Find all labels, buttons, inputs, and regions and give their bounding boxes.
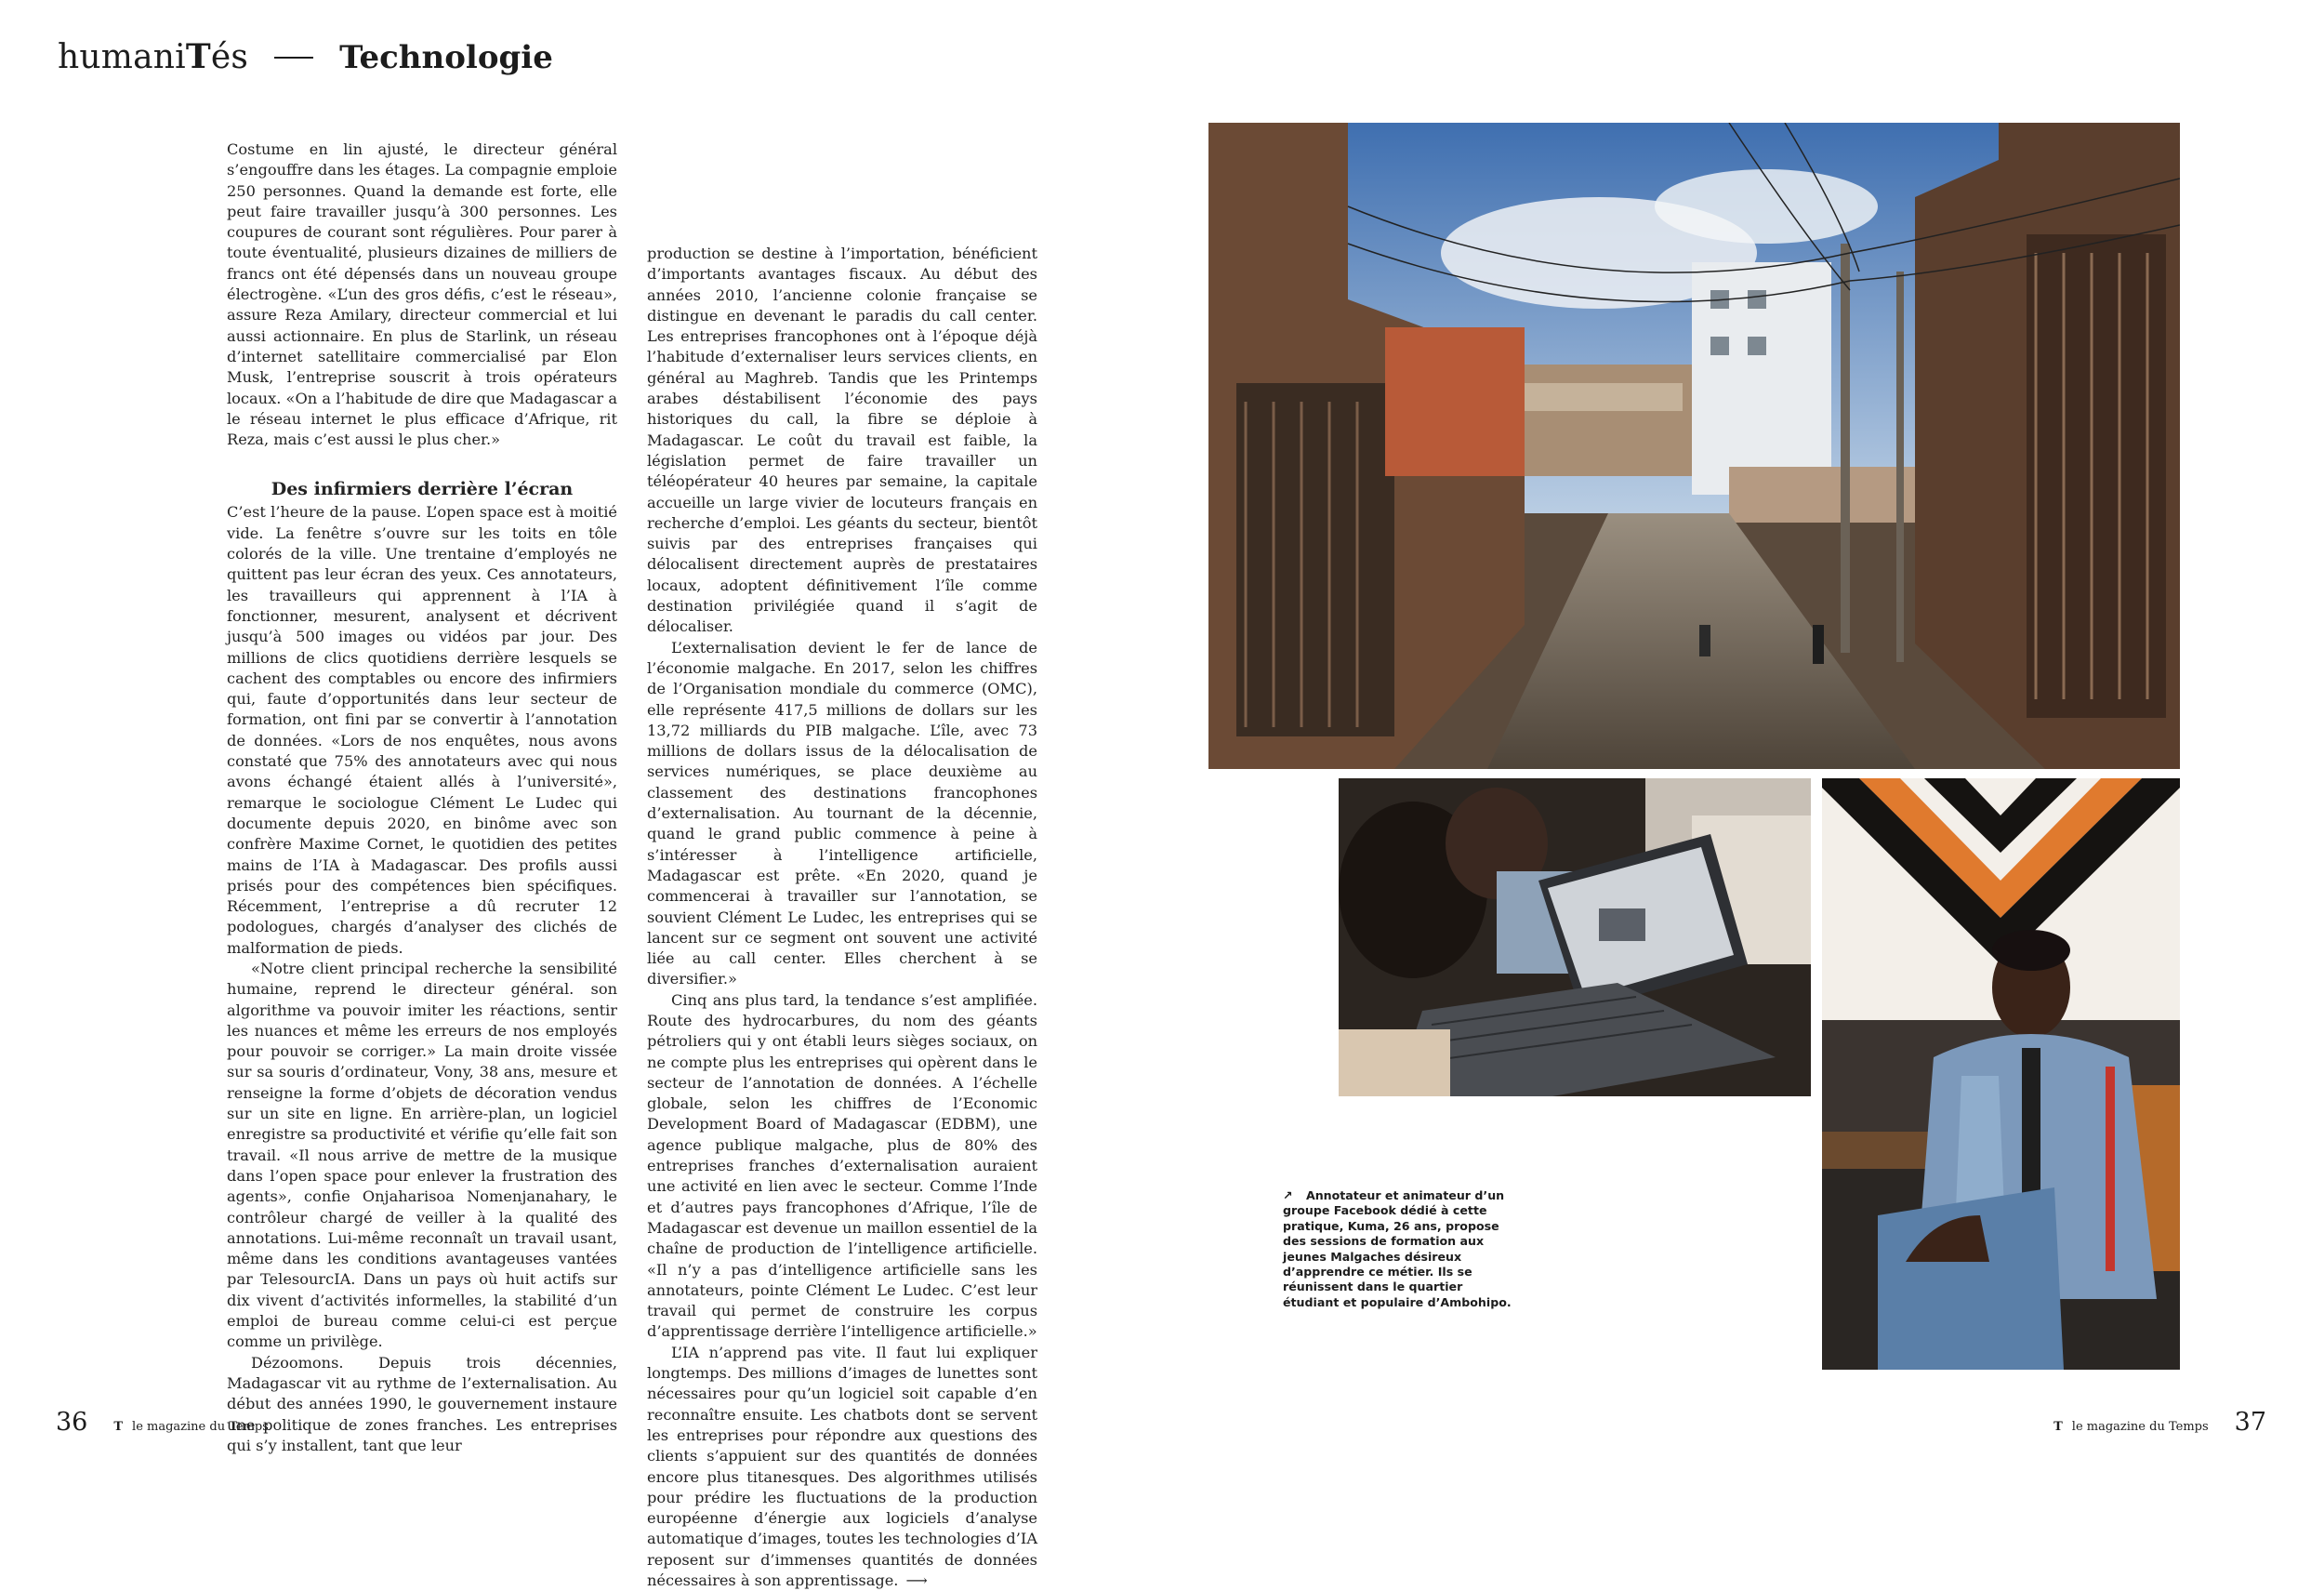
street-photo (1208, 123, 2180, 769)
magazine-name-right: le magazine du Temps (2071, 1420, 2209, 1434)
magazine-logo-right: T (2053, 1420, 2063, 1434)
page-number-right: 37 (2234, 1408, 2266, 1437)
laptop-photo (1339, 778, 1811, 1096)
running-header (58, 37, 553, 84)
magazine-name-left: le magazine du Temps (132, 1420, 269, 1434)
footer-right (2044, 1408, 2266, 1437)
photo-caption (1283, 1188, 1515, 1310)
caption-arrow-icon: ↗ (1283, 1188, 1293, 1202)
continue-arrow-icon: ⟶ (905, 1571, 928, 1589)
article-column-1 (227, 139, 617, 1456)
caption-text: Annotateur et animateur d’un groupe Facebook dédié à cette pratique, Kuma, 26 ans, propose des sessions de formation aux jeunes Malgaches désireux d’apprendre ce métier. Ils se réunissent dans le quartier étudiant et populaire d’Ambohipo. (1283, 1188, 1512, 1309)
article-column-2 (647, 244, 1037, 1591)
paragraph: C’est l’heure de la pause. L’open space est à moitié vide. La fenêtre s’ouvre sur les toits en tôle colorés de la ville. Une trentaine d’employés ne quittent pas leur écran des yeux. Ces annotateurs, les travailleurs qui apprennent à l’IA à fonctionner, mesurent, analysent et décrivent jusqu’à 500 images ou vidéos par jour. Des millions de clics quotidiens derrière lesquels se cachent des comptables ou encore des infirmiers qui, faute d’opportunités dans leur secteur de formation, ont fini par se convertir à l’annotation de données. «Lors de nos enquêtes, nous avons constaté que 75% des annotateurs avec qui nous avons échangé étaient allés à l’université», remarque le sociologue Clément Le Ludec qui documente depuis 2020, en binôme avec son confrère Maxime Cornet, le quotidien des petites mains de l’IA à Madagascar. Des profils aussi prisés pour des compétences bien spécifiques. Récemment, l’entreprise a dû recruter 12 podologues, chargés d’analyser des clichés de malformation de pieds. (227, 503, 617, 957)
brand-name: humaniTés (58, 37, 249, 76)
header-dash (274, 57, 313, 59)
subheading: Des infirmiers derrière l’écran (271, 479, 574, 500)
paragraph: «Notre client principal recherche la sensibilité humaine, reprend le directeur général. son algorithme va pouvoir imiter les réactions, sentir les nuances et même les erreurs de nos employés pour pouvoir se corriger.» La main droite vissée sur sa souris d’ordinateur, Vony, 38 ans, mesure et renseigne la forme d’objets de décoration vendus sur un site en ligne. En arrière-plan, un logiciel enregistre sa productivité et vérifie qu’elle fait son travail. «Il nous arrive de mettre de la musique dans l’open space pour enlever la frustration des agents», confie Onjaharisoa Nomenjanahary, le contrôleur chargé de veiller à la qualité des annotations. Lui-même reconnaît un travail usant, même dans les conditions avantageuses vantées par TelesourcIA. Dans un pays où huit actifs sur dix vivent d’activités informelles, la stabilité d’un emploi de bureau comme celui-ci est perçue comme un privilège. (227, 959, 617, 1351)
portrait-photo (1822, 778, 2180, 1370)
paragraph: L’IA n’apprend pas vite. Il faut lui expliquer longtemps. Des millions d’images de lunettes sont nécessaires pour qu’un logiciel soit capable d’en reconnaître ensuite. Les chatbots dont se servent les entreprises pour répondre aux questions des clients s’appuient sur des quantités de données encore plus titanesques. Des algorithmes utilisés pour prédire les fluctuations de la production européenne d’énergie aux logiciels d’analyse automatique d’images, toutes les technologies d’IA reposent sur d’immenses quantités de données nécessaires à son apprentissage. ⟶ (647, 1343, 1038, 1589)
page-number-left: 36 (56, 1408, 88, 1437)
footer-left (56, 1408, 269, 1437)
section-title: Technologie (339, 39, 553, 76)
paragraph: Dézoomons. Depuis trois décennies, Madagascar vit au rythme de l’externalisation. Au début des années 1990, le gouvernement instaure une politique de zones franches. Les entreprises qui s’y installent, tant que leur (227, 1353, 617, 1454)
paragraph: production se destine à l’importation, bénéficient d’importants avantages fiscaux. Au début des années 2010, l’ancienne colonie française se distingue en devenant le paradis du call center. Les entreprises francophones ont à l’époque déjà l’habitude d’externaliser leurs services clients, en général au Maghreb. Tandis que les Printemps arabes déstabilisent l’économie des pays historiques du call, la fibre se déploie à Madagascar. Le coût du travail est faible, la législation permet de faire travailler un téléopérateur 40 heures par semaine, la capitale accueille un large vivier de locuteurs français en recherche d’emploi. Les géants du secteur, bientôt suivis par des entreprises françaises qui délocalisent directement auprès de prestataires locaux, adoptent définitivement l’île comme destination privilégiée quand il s’agit de délocaliser. (647, 245, 1037, 636)
paragraph: Cinq ans plus tard, la tendance s’est amplifiée. Route des hydrocarbures, du nom des géants pétroliers qui y ont établi leurs sièges sociaux, on ne compte plus les entreprises qui opèrent dans le secteur de l’annotation de données. A l’échelle globale, selon les chiffres de l’Economic Development Board of Madagascar (EDBM), une agence publique malgache, plus de 80% des entreprises franches d’externalisation auraient une activité en lien avec le secteur. Comme l’Inde et d’autres pays francophones d’Afrique, l’île de Madagascar est devenue un maillon essentiel de la chaîne de production de l’intelligence artificielle. «Il n’y a pas d’intelligence artificielle sans les annotateurs, pointe Clément Le Ludec. C’est leur travail qui permet de construire les corpus d’apprentissage derrière l’intelligence artificielle.» (647, 990, 1037, 1341)
magazine-logo-left: T (113, 1420, 124, 1434)
paragraph: Costume en lin ajusté, le directeur général s’engouffre dans les étages. La compagnie emploie 250 personnes. Quand la demande est forte, elle peut faire travailler jusqu’à 300 personnes. Les coupures de courant sont régulières. Pour parer à toute éventualité, plusieurs dizaines de milliers de francs ont été dépensés dans un nouveau groupe électrogène. «L’un des gros défis, c’est le réseau», assure Reza Amilary, directeur commercial et lui aussi actionnaire. En plus de Starlink, un réseau d’internet satellitaire commercialisé par Elon Musk, l’entreprise souscrit à trois opérateurs locaux. «On a l’habitude de dire que Madagascar a le réseau internet le plus efficace d’Afrique, rit Reza, mais c’est aussi le plus cher.» (227, 140, 617, 449)
paragraph: L’externalisation devient le fer de lance de l’économie malgache. En 2017, selon les chiffres de l’Organisation mondiale du commerce (OMC), elle représente 417,5 millions de dollars sur les 13,72 milliards du PIB malgache. L’île, avec 73 millions de dollars issus de la délocalisation de services numériques, se place deuxième au classement des destinations francophones d’externalisation. Au tournant de la décennie, quand le grand public commence à peine à s’intéresser à l’intelligence artificielle, Madagascar est prête. «En 2020, quand je commencerai à travailler sur l’annotation, se souvient Clément Le Ludec, les entreprises qui se lancent sur ce segment ont souvent une activité liée au call center. Elles cherchent à se diversifier.» (647, 638, 1037, 988)
